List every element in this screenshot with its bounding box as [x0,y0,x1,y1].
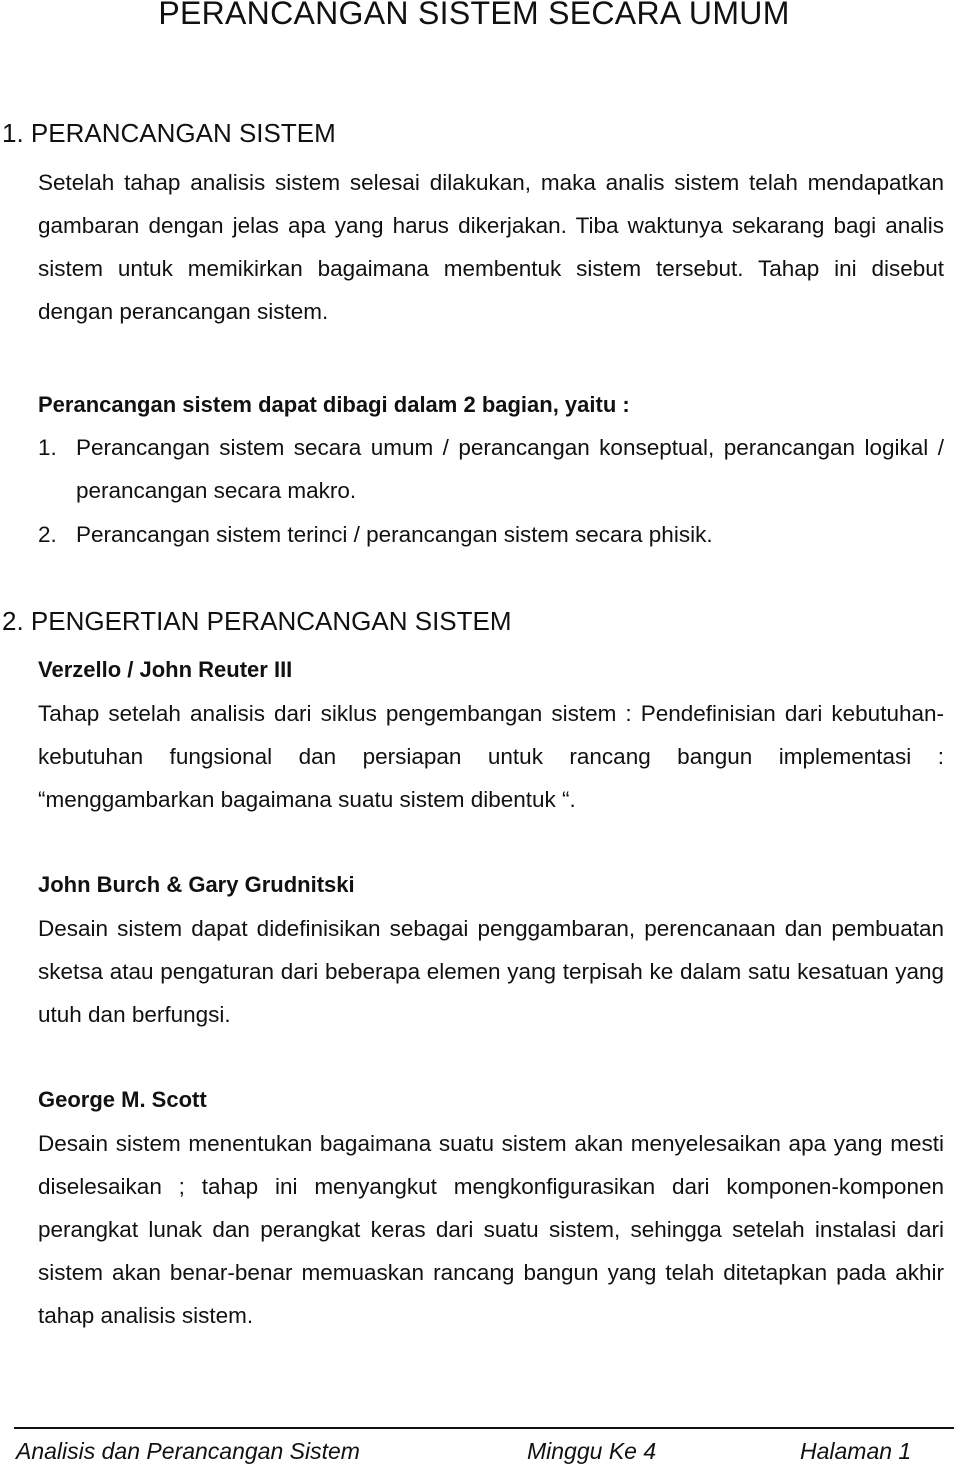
list-item-number: 1. [38,435,57,460]
footer-page-number: Halaman 1 [800,1438,912,1464]
definition-author: George M. Scott [38,1087,207,1112]
definition-author: Verzello / John Reuter III [38,657,293,682]
section-1-heading: 1. PERANCANGAN SISTEM [2,118,336,148]
definition-text: Desain sistem dapat didefinisikan sebagai penggambaran, perencanaan dan pembuatan sketsa atau pengaturan dari beberapa elemen yang terpisah ke dalam satu kesatuan yang utuh dan berfungsi. [38,916,944,1027]
list-item-text: Perancangan sistem secara umum / perancangan konseptual, perancangan logikal / perancangan secara makro. [76,435,944,503]
page-title: PERANCANGAN SISTEM SECARA UMUM [158,0,790,31]
section-1-subheading: Perancangan sistem dapat dibagi dalam 2 bagian, yaitu : [38,392,630,417]
list-item-number: 2. [38,522,57,547]
list-item-text: Perancangan sistem terinci / perancangan sistem secara phisik. [76,522,713,547]
footer-course: Analisis dan Perancangan Sistem [16,1438,360,1464]
definition-author: John Burch & Gary Grudnitski [38,872,355,897]
footer-week: Minggu Ke 4 [527,1438,657,1464]
definition-text: Desain sistem menentukan bagaimana suatu sistem akan menyelesaikan apa yang mesti diselesaikan ; tahap ini menyangkut mengkonfigurasikan dari komponen-komponen perangkat lunak dan perangkat keras dari suatu sistem, sehingga setelah instalasi dari sistem akan benar-benar memuaskan rancang bangun yang telah ditetapkan pada akhir tahap analisis sistem. [38,1131,944,1328]
footer-divider [14,1427,954,1429]
definition-text: Tahap setelah analisis dari siklus pengembangan sistem : Pendefinisian dari kebutuhan-kebutuhan fungsional dan persiapan untuk rancang bangun implementasi : “menggambarkan bagaimana suatu sistem dibentuk “. [38,701,944,812]
list-item [38,513,944,556]
list-item [38,426,944,512]
section-2-heading: 2. PENGERTIAN PERANCANGAN SISTEM [2,606,512,636]
section-1-intro: Setelah tahap analisis sistem selesai dilakukan, maka analis sistem telah mendapatkan gambaran dengan jelas apa yang harus dikerjakan. Tiba waktunya sekarang bagi analis sistem untuk memikirkan bagaimana membentuk sistem tersebut. Tahap ini disebut dengan perancangan sistem. [38,170,944,324]
